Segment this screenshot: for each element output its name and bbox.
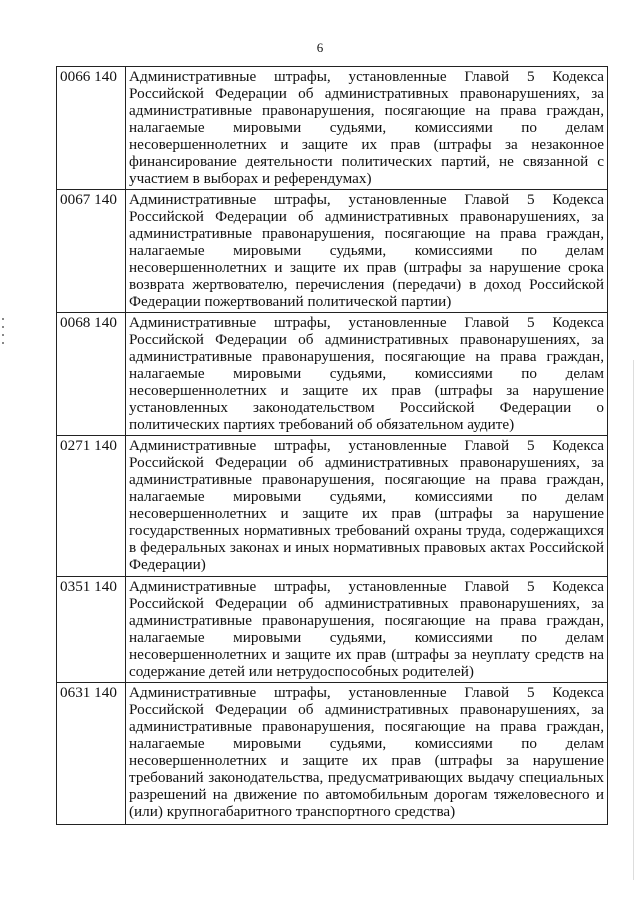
table-row [57, 577, 608, 683]
table-row [57, 683, 608, 825]
table-row [57, 436, 608, 577]
description-cell: Административные штрафы, установленные Главой 5 Кодекса Российской Федерации об административных правонарушениях, за административные правонарушения, посягающие на права граждан, налагаемые мировыми судьями, комиссиями по делам несовершеннолетних и защите их прав (штрафы за нарушение установленных законодательством Российской Федерации о политических партиях требований об обязательном аудите) [126, 313, 608, 436]
description-cell: Административные штрафы, установленные Главой 5 Кодекса Российской Федерации об административных правонарушениях, за административные правонарушения, посягающие на права граждан, налагаемые мировыми судьями, комиссиями по делам несовершеннолетних и защите их прав (штрафы за нарушение срока возврата жертвователю, перечисления (передачи) в доход Российской Федерации пожертвований политической партии) [126, 190, 608, 313]
table-row [57, 67, 608, 190]
code-cell: 0067 140 [57, 190, 126, 313]
code-cell: 0271 140 [57, 436, 126, 577]
scan-edge-line [633, 360, 634, 880]
page-number: 6 [316, 40, 324, 55]
code-cell: 0068 140 [57, 313, 126, 436]
description-cell: Административные штрафы, установленные Главой 5 Кодекса Российской Федерации об административных правонарушениях, за административные правонарушения, посягающие на права граждан, налагаемые мировыми судьями, комиссиями по делам несовершеннолетних и защите их прав (штрафы за неуплату средств на содержание детей или нетрудоспособных родителей) [126, 577, 608, 683]
code-cell: 0351 140 [57, 577, 126, 683]
code-cell: 0066 140 [57, 67, 126, 190]
description-cell: Административные штрафы, установленные Главой 5 Кодекса Российской Федерации об административных правонарушениях, за административные правонарушения, посягающие на права граждан, налагаемые мировыми судьями, комиссиями по делам несовершеннолетних и защите их прав (штрафы за нарушение государственных нормативных требований охраны труда, содержащихся в федеральных законах и иных нормативных правовых актах Российской Федерации) [126, 436, 608, 577]
table-row [57, 313, 608, 436]
table-row [57, 190, 608, 313]
margin-scan-marks [2, 318, 6, 358]
description-cell: Административные штрафы, установленные Главой 5 Кодекса Российской Федерации об административных правонарушениях, за административные правонарушения, посягающие на права граждан, налагаемые мировыми судьями, комиссиями по делам несовершеннолетних и защите их прав (штрафы за нарушение требований законодательства, предусматривающих выдачу специальных разрешений на движение по автомобильным дорогам тяжеловесного и (или) крупногабаритного транспортного средства) [126, 683, 608, 825]
code-cell: 0631 140 [57, 683, 126, 825]
budget-codes-table [56, 66, 608, 825]
description-cell: Административные штрафы, установленные Главой 5 Кодекса Российской Федерации об административных правонарушениях, за административные правонарушения, посягающие на права граждан, налагаемые мировыми судьями, комиссиями по делам несовершеннолетних и защите их прав (штрафы за незаконное финансирование деятельности политических партий, не связанной с участием в выборах и референдумах) [126, 67, 608, 190]
